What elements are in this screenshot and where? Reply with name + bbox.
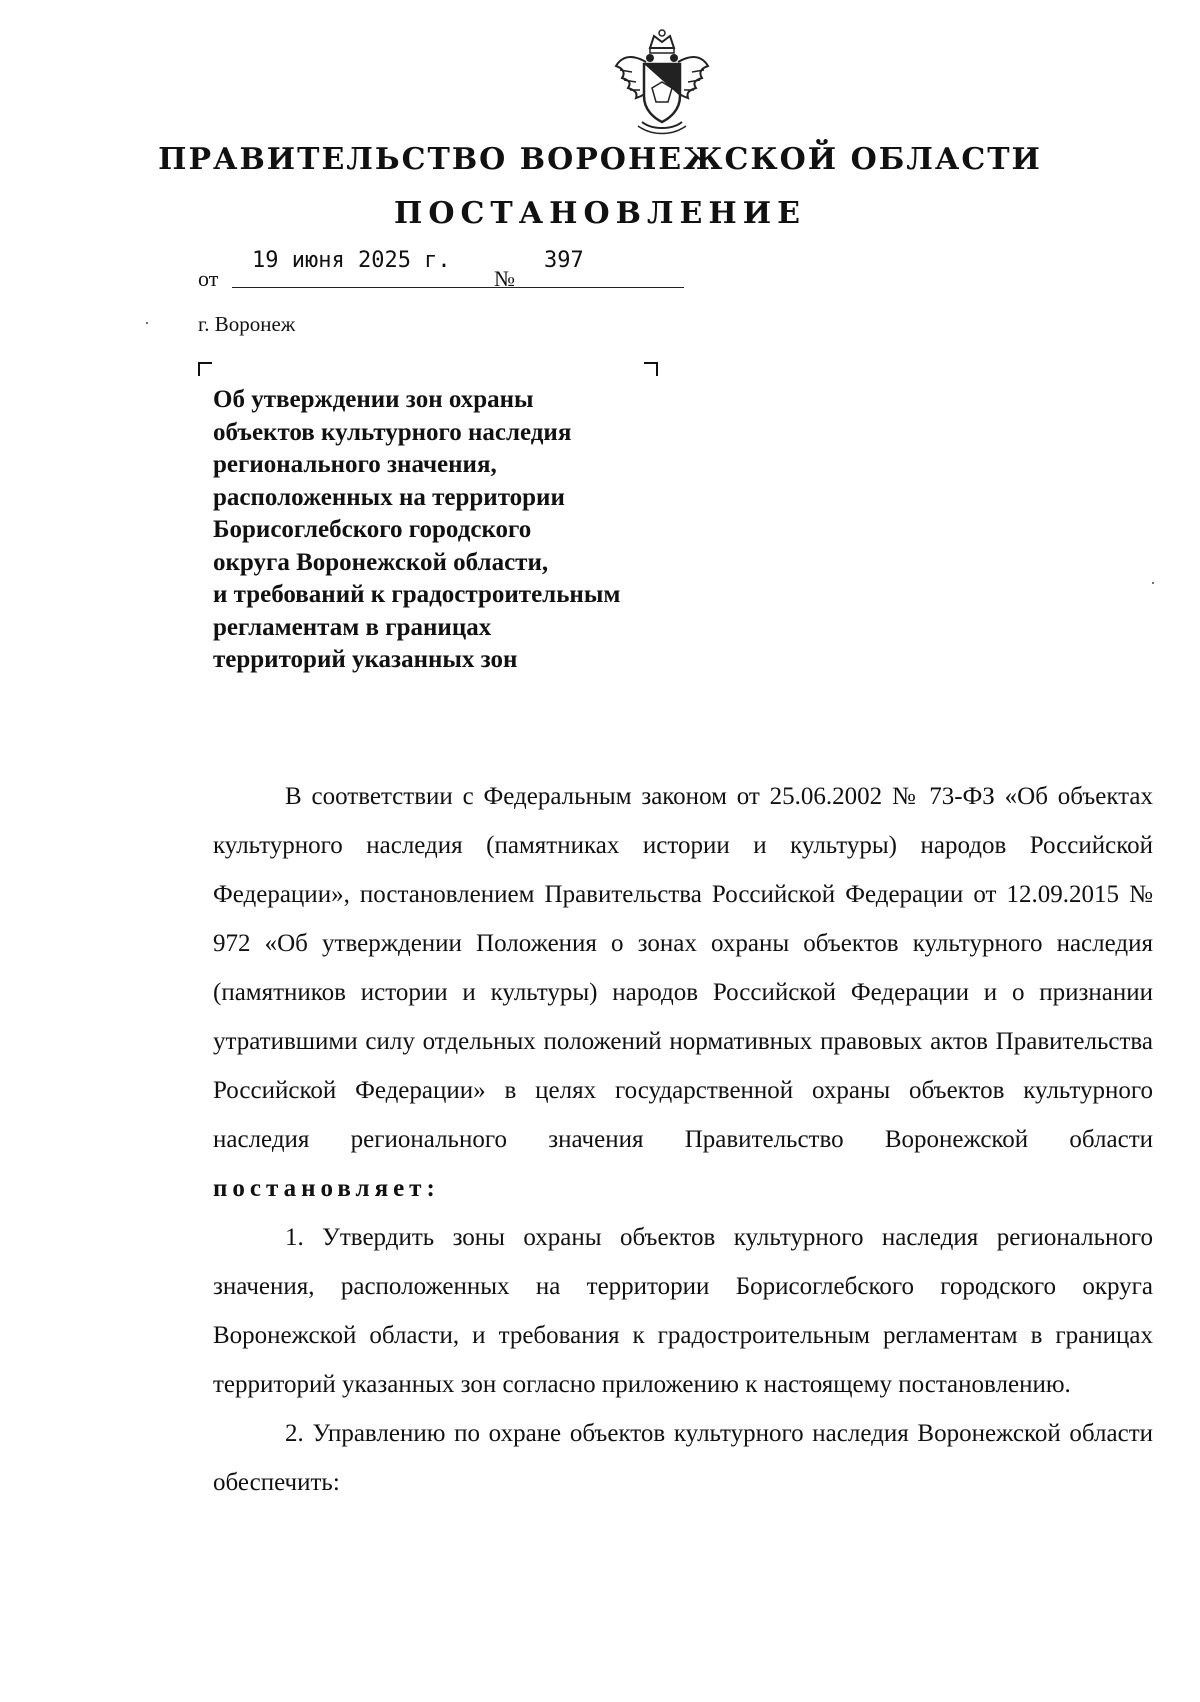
subject-line: округа Воронежской области,: [213, 548, 549, 576]
document-date: 19 июня 2025 г.: [252, 248, 451, 273]
subject-line: и требований к градостроительным: [213, 581, 621, 608]
subject-line: территорий указанных зон: [213, 646, 518, 673]
scan-speck: [1152, 582, 1154, 584]
preamble-text: В соответствии с Федеральным законом от 25.06.2002 № 73-ФЗ «Об объектах культурного наследия (памятниках истории и культуры) народов Российской Федерации», постановлением Правительства Российской Федерации от 12.09.2015 № 972 «Об утверждении Положения о зонах охраны объектов культурного наследия (памятников истории и культуры) народов Российской Федерации и о признании утратившими силу отдельных положений нормативных правовых актов Правительства Российской Федерации» в целях государственной охраны объектов культурного наследия регионального значения Правительство Воронежской области: [213, 783, 1153, 1153]
document-subject: [213, 384, 693, 677]
date-number-row: [198, 248, 658, 292]
subject-line: Об утверждении зон охраны: [213, 386, 534, 413]
subject-line: объектов культурного наследия: [213, 418, 572, 446]
item-1-paragraph: 1. Утвердить зоны охраны объектов культурного наследия регионального значения, расположенных на территории Борисоглебского городского округа Воронежской области, и требования к градостроительным регламентам в границах территорий указанных зон согласно приложению к настоящему постановлению.: [213, 1224, 1153, 1398]
document-body: [213, 772, 1153, 1507]
organization-name: ПРАВИТЕЛЬСТВО ВОРОНЕЖСКОЙ ОБЛАСТИ: [158, 142, 1042, 177]
resolves-word: постановляет:: [213, 1175, 440, 1202]
from-label: от: [198, 266, 219, 291]
subject-corner-left: [198, 362, 212, 376]
subject-line: регионального значения,: [213, 451, 497, 478]
preamble-paragraph: [213, 772, 1153, 1213]
coat-of-arms-icon: [612, 26, 712, 138]
document-type: ПОСТАНОВЛЕНИЕ: [394, 196, 806, 231]
item-2-paragraph: 2. Управлению по охране объектов культурного наследия Воронежской области обеспечить:: [213, 1420, 1153, 1496]
number-label: №: [494, 266, 515, 291]
subject-line: Борисоглебского городского: [213, 516, 532, 543]
scan-speck: [146, 322, 148, 324]
number-underline: [524, 287, 658, 288]
subject-corner-right: [644, 362, 658, 376]
document-number: 397: [544, 248, 584, 273]
city: г. Воронеж: [198, 312, 296, 336]
subject-line: регламентам в границах: [213, 613, 492, 641]
subject-line: расположенных на территории: [213, 483, 565, 511]
